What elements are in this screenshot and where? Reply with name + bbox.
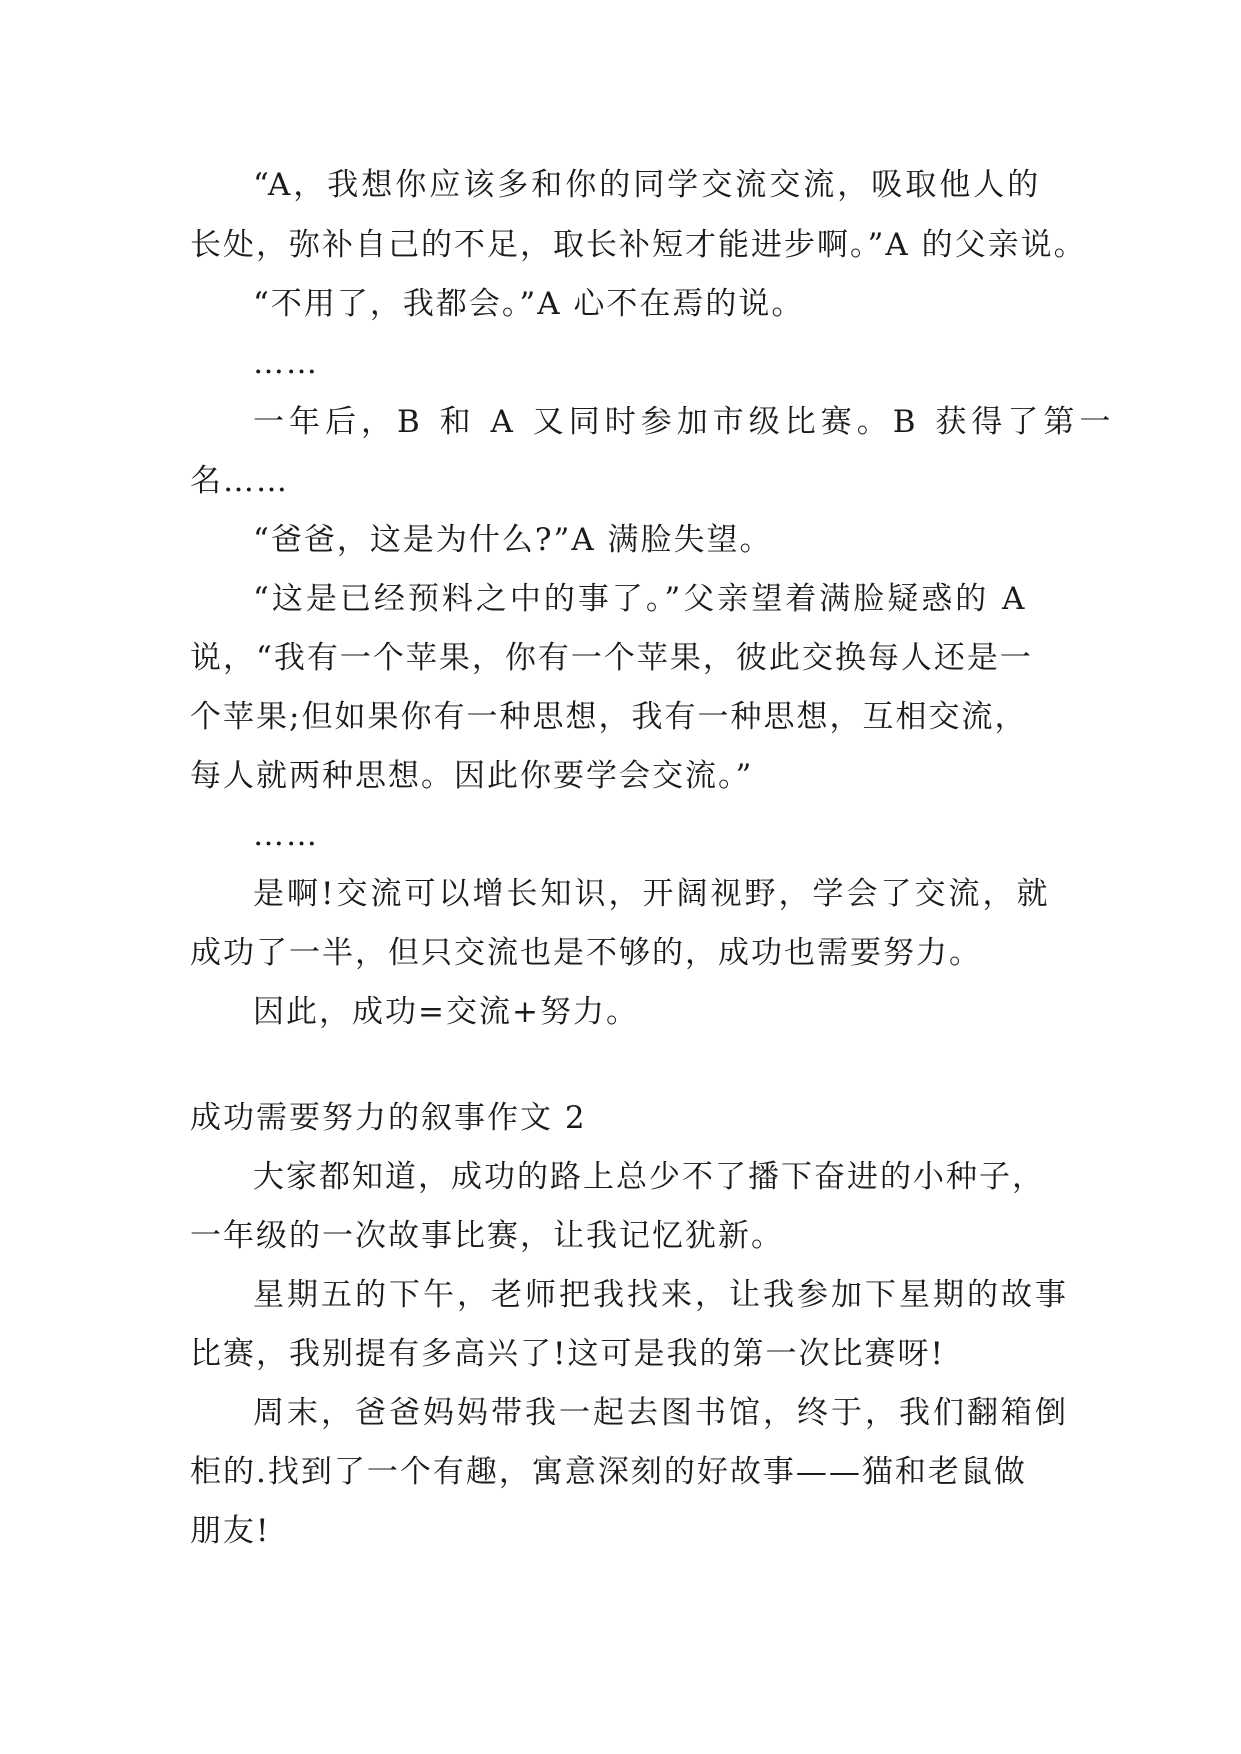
ellipsis-line: …… bbox=[253, 345, 319, 381]
ellipsis-line: …… bbox=[253, 817, 319, 853]
paragraph-line: 是啊!交流可以增长知识，开阔视野，学会了交流，就 bbox=[253, 876, 1051, 912]
paragraph-line: 说，“我有一个苹果，你有一个苹果，彼此交换每人还是一 bbox=[190, 640, 1033, 676]
paragraph-line: “爸爸，这是为什么?”A 满脸失望。 bbox=[253, 522, 773, 558]
paragraph-line: 长处，弥补自己的不足，取长补短才能进步啊。”A 的父亲说。 bbox=[190, 227, 1087, 263]
paragraph-line: 大家都知道，成功的路上总少不了播下奋进的小种子， bbox=[253, 1159, 1045, 1195]
paragraph-line: “不用了，我都会。”A 心不在焉的说。 bbox=[253, 286, 805, 322]
paragraph-line: “这是已经预料之中的事了。”父亲望着满脸疑惑的 A bbox=[253, 581, 1028, 617]
paragraph-line: 个苹果;但如果你有一种思想，我有一种思想，互相交流， bbox=[190, 699, 1028, 735]
paragraph-line: 一年后，B 和 A 又同时参加市级比赛。B 获得了第一 bbox=[253, 404, 1116, 440]
paragraph-line: 因此，成功=交流+努力。 bbox=[253, 994, 639, 1030]
section-heading: 成功需要努力的叙事作文 2 bbox=[190, 1100, 587, 1136]
paragraph-line: 柜的.找到了一个有趣，寓意深刻的好故事——猫和老鼠做 bbox=[190, 1454, 1027, 1490]
paragraph-line: 周末，爸爸妈妈带我一起去图书馆，终于，我们翻箱倒 bbox=[253, 1395, 1069, 1431]
paragraph-line: 朋友! bbox=[190, 1513, 271, 1549]
paragraph-line: 每人就两种思想。因此你要学会交流。” bbox=[190, 758, 754, 794]
paragraph-line: 比赛，我别提有多高兴了!这可是我的第一次比赛呀! bbox=[190, 1336, 945, 1372]
paragraph-line: 名…… bbox=[190, 463, 289, 499]
paragraph-line: 一年级的一次故事比赛，让我记忆犹新。 bbox=[190, 1218, 784, 1254]
paragraph-line: 星期五的下午，老师把我找来，让我参加下星期的故事 bbox=[253, 1277, 1069, 1313]
paragraph-line: 成功了一半，但只交流也是不够的，成功也需要努力。 bbox=[190, 935, 982, 971]
paragraph-line: “A，我想你应该多和你的同学交流交流，吸取他人的 bbox=[253, 167, 1042, 203]
